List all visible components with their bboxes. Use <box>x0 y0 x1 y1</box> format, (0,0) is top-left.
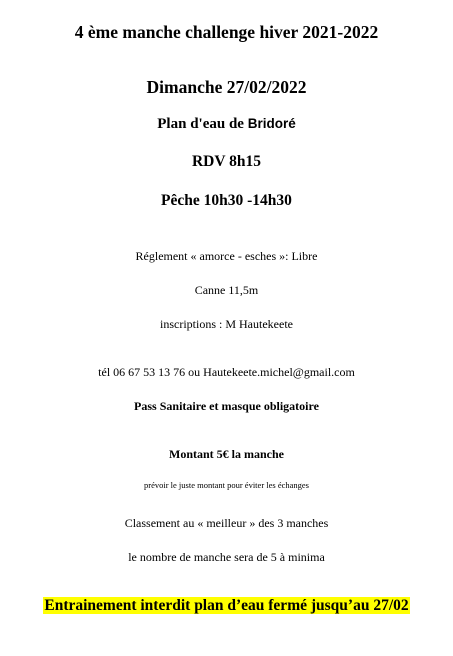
fishing-hours: Pêche 10h30 -14h30 <box>161 192 292 209</box>
event-date: Dimanche 27/02/2022 <box>146 77 307 97</box>
rdv-time: RDV 8h15 <box>191 153 262 170</box>
ranking-text: Classement au « meilleur » des 3 manches <box>124 516 329 530</box>
event-title: 4 ème manche challenge hiver 2021-2022 <box>74 22 379 42</box>
health-pass-text: Pass Sanitaire et masque obligatoire <box>134 399 319 413</box>
rod-text: Canne 11,5m <box>194 283 259 297</box>
amount-note: prévoir le juste montant pour éviter les échanges <box>144 480 309 490</box>
event-location <box>0 117 453 132</box>
amount-text: Montant 5€ la manche <box>169 447 284 461</box>
registrations-text: inscriptions : M Hautekeete <box>160 317 293 331</box>
location-name: Bridoré <box>247 116 296 131</box>
rounds-text: le nombre de manche sera de 5 à minima <box>128 550 325 564</box>
contact-text: tél 06 67 53 13 76 ou Hautekeete.michel@gmail.com <box>98 365 355 379</box>
closure-notice: Entrainement interdit plan d’eau fermé jusqu’au 27/02 <box>44 597 409 614</box>
notice-line <box>0 598 453 614</box>
location-prefix: Plan d'eau de <box>157 116 248 132</box>
rules-text: Réglement « amorce - esches »: Libre <box>135 249 318 263</box>
